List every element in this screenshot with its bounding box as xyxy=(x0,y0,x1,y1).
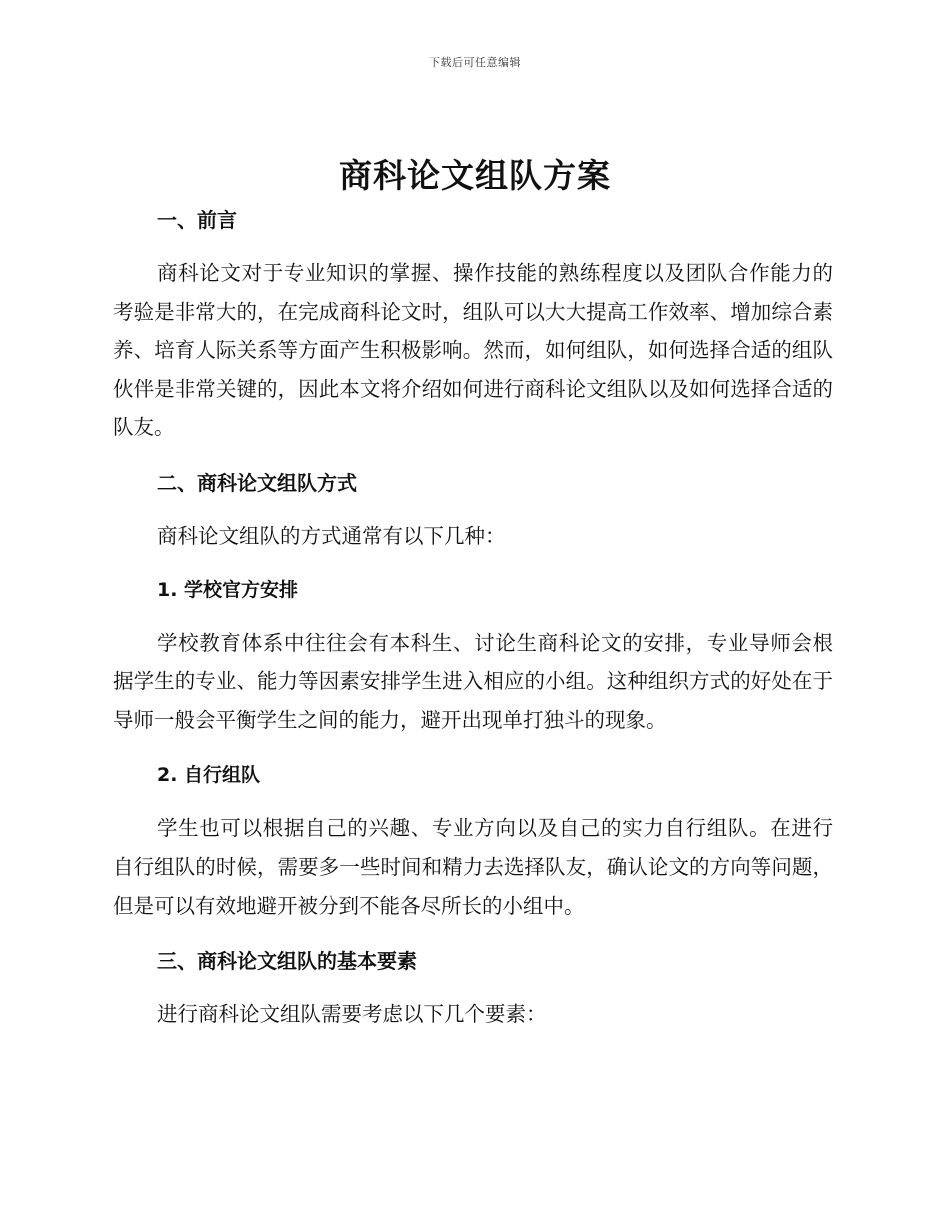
paragraph-elements-intro: 进行商科论文组队需要考虑以下几个要素： xyxy=(157,1002,547,1027)
document-title: 商科论文组队方案 xyxy=(339,156,611,195)
subheading-method-2: 2. 自行组队 xyxy=(157,764,261,787)
section-heading-methods: 二、商科论文组队方式 xyxy=(157,470,357,495)
document-body xyxy=(113,200,833,1034)
section-heading-elements: 三、商科论文组队的基本要素 xyxy=(157,949,417,974)
header-note: 下载后可任意编辑 xyxy=(429,56,521,69)
paragraph-method-2: 学生也可以根据自己的兴趣、专业方向以及自己的实力自行组队。在进行自行组队的时候，需要多一些时间和精力去选择队友，确认论文的方向等问题，但是可以有效地避开被分到不能各尽所长的小组中。 xyxy=(113,816,833,918)
subheading-method-1: 1. 学校官方安排 xyxy=(157,578,299,601)
paragraph-intro: 商科论文对于专业知识的掌握、操作技能的熟练程度以及团队合作能力的考验是非常大的，在完成商科论文时，组队可以大大提高工作效率、增加综合素养、培育人际关系等方面产生积极影响。然而，如何组队，如何选择合适的组队伙伴是非常关键的，因此本文将介绍如何进行商科论文组队以及如何选择合适的队友。 xyxy=(113,261,833,440)
paragraph-methods-intro: 商科论文组队的方式通常有以下几种： xyxy=(157,523,506,548)
section-heading-intro: 一、前言 xyxy=(157,208,237,232)
paragraph-method-1: 学校教育体系中往往会有本科生、讨论生商科论文的安排，专业导师会根据学生的专业、能力等因素安排学生进入相应的小组。这种组织方式的好处在于导师一般会平衡学生之间的能力，避开出现单打独斗的现象。 xyxy=(113,630,833,732)
